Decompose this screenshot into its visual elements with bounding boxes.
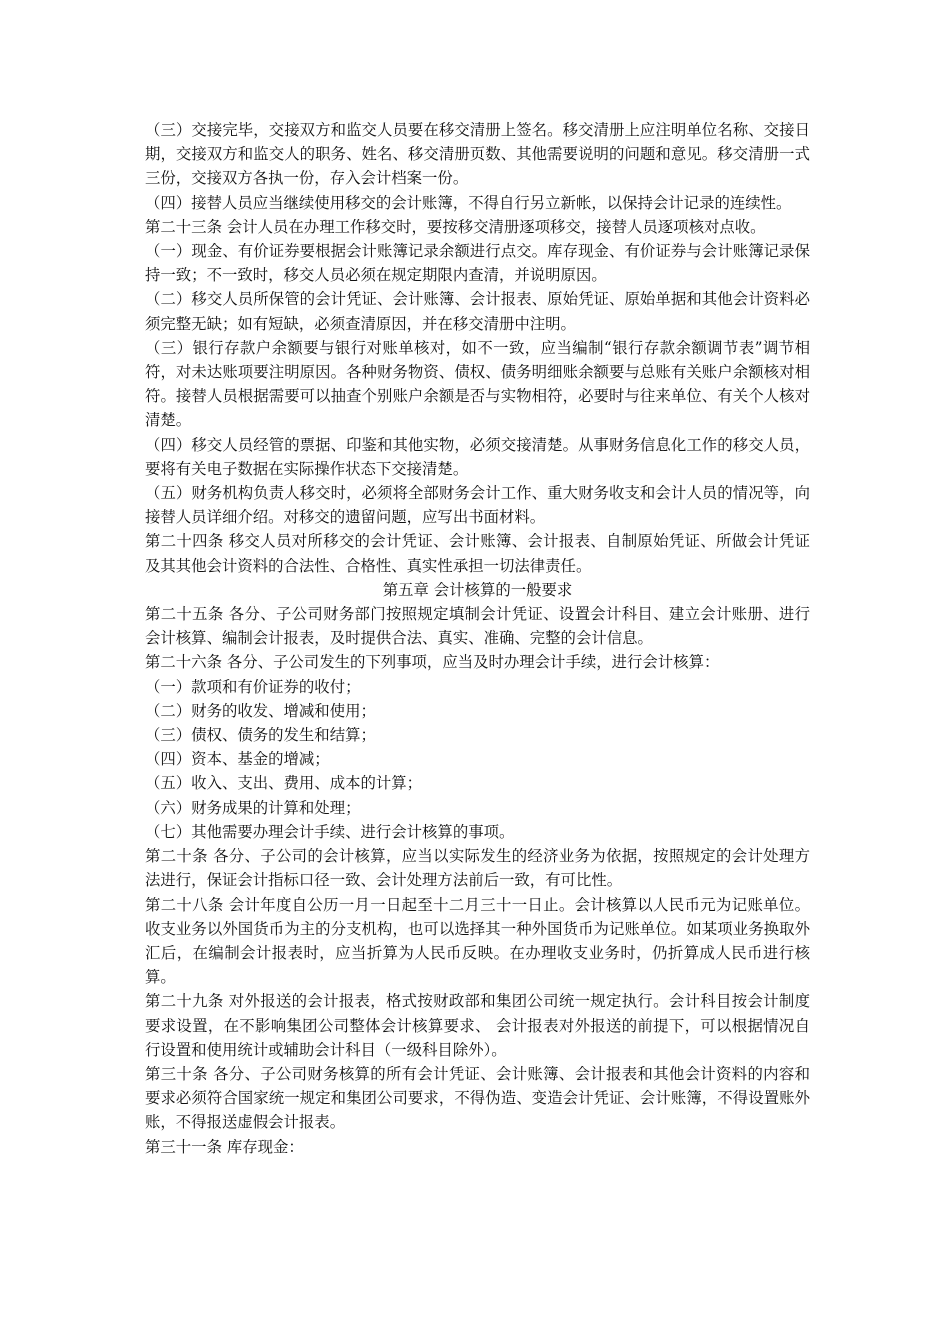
paragraph-continue-ledger: （四）接替人员应当继续使用移交的会计账簿，不得自行另立新帐，以保持会计记录的连续性。 [145, 193, 792, 212]
article-25: 第二十五条 各分、子公司财务部门按照规定填制会计凭证、设置会计科目、建立会计账册、进行会计核算、编制会计报表，及时提供合法、真实、准确、完整的会计信息。 [145, 605, 810, 648]
document-page [145, 118, 810, 1159]
chapter-heading: 第五章 会计核算的一般要求 [382, 580, 573, 599]
paragraph-bills-seals: （四）移交人员经管的票据、印鉴和其他实物，必须交接清楚。从事财务信息化工作的移交人员，要将有关电子数据在实际操作状态下交接清楚。 [145, 435, 810, 478]
list-item-6: （六）财务成果的计算和处理； [145, 798, 361, 817]
article-24: 第二十四条 移交人员对所移交的会计凭证、会计账簿、会计报表、自制原始凭证、所做会计凭证及其其他会计资料的合法性、合格性、真实性承担一切法律责任。 [145, 532, 810, 575]
list-item-4: （四）资本、基金的增减； [145, 750, 330, 769]
paragraph-head-handover: （五）财务机构负责人移交时，必须将全部财务会计工作、重大财务收支和会计人员的情况等，向接替人员详细介绍。对移交的遗留问题，应写出书面材料。 [145, 484, 810, 527]
article-30: 第三十条 各分、子公司财务核算的所有会计凭证、会计账簿、会计报表和其他会计资料的内容和要求必须符合国家统一规定和集团公司要求，不得伪造、变造会计凭证、会计账簿，不得设置账外账，不得报送虚假会计报表。 [145, 1064, 810, 1132]
article-29: 第二十九条 对外报送的会计报表，格式按财政部和集团公司统一规定执行。会计科目按会计制度要求设置，在不影响集团公司整体会计核算要求、 会计报表对外报送的前提下，可以根据情况自行设置和使用统计或辅助会计科目（一级科目除外）。 [145, 992, 810, 1059]
article-23: 第二十三条 会计人员在办理工作移交时，要按移交清册逐项移交，接替人员逐项核对点收。 [145, 217, 766, 236]
list-item-7: （七）其他需要办理会计手续、进行会计核算的事项。 [145, 822, 515, 841]
list-item-5: （五）收入、支出、费用、成本的计算； [145, 774, 423, 793]
paragraph-vouchers-complete: （二）移交人员所保管的会计凭证、会计账簿、会计报表、原始凭证、原始单据和其他会计资料必须完整无缺；如有短缺，必须查清原因，并在移交清册中注明。 [145, 290, 810, 333]
list-item-2: （二）财务的收发、增减和使用； [145, 701, 376, 720]
paragraph-handover-signing: （三）交接完毕，交接双方和监交人员要在移交清册上签名。移交清册上应注明单位名称、交接日期，交接双方和监交人的职务、姓名、移交清册页数、其他需要说明的问题和意见。移交清册一式三份，交接双方各执一份，存入会计档案一份。 [145, 121, 810, 188]
article-20: 第二十条 各分、子公司的会计核算，应当以实际发生的经济业务为依据，按照规定的会计处理方法进行，保证会计指标口径一致、会计处理方法前后一致，有可比性。 [145, 847, 810, 890]
paragraph-bank-reconciliation: （三）银行存款户余额要与银行对账单核对，如不一致，应当编制“银行存款余额调节表”调节相符，对未达账项要注明原因。各种财务物资、债权、债务明细账余额要与总账有关账户余额核对相符。接替人员根据需要可以抽查个别账户余额是否与实物相符，必要时与往来单位、有关个人核对清楚。 [145, 338, 810, 430]
paragraph-cash-securities: （一）现金、有价证券要根据会计账簿记录余额进行点交。库存现金、有价证券与会计账簿记录保持一致；不一致时，移交人员必须在规定期限内查清，并说明原因。 [145, 242, 810, 285]
article-26: 第二十六条 各分、子公司发生的下列事项，应当及时办理会计手续，进行会计核算： [145, 653, 720, 672]
list-item-1: （一）款项和有价证券的收付； [145, 677, 361, 696]
list-item-3: （三）债权、债务的发生和结算； [145, 726, 376, 745]
article-28: 第二十八条 会计年度自公历一月一日起至十二月三十一日止。会计核算以人民币元为记账单位。收支业务以外国货币为主的分支机构，也可以选择其一种外国货币为记账单位。如某项业务换取外汇后，在编制会计报表时，应当折算为人民币反映。在办理收支业务时，仍折算成人民币进行核算。 [145, 895, 810, 987]
article-31: 第三十一条 库存现金： [145, 1137, 304, 1156]
